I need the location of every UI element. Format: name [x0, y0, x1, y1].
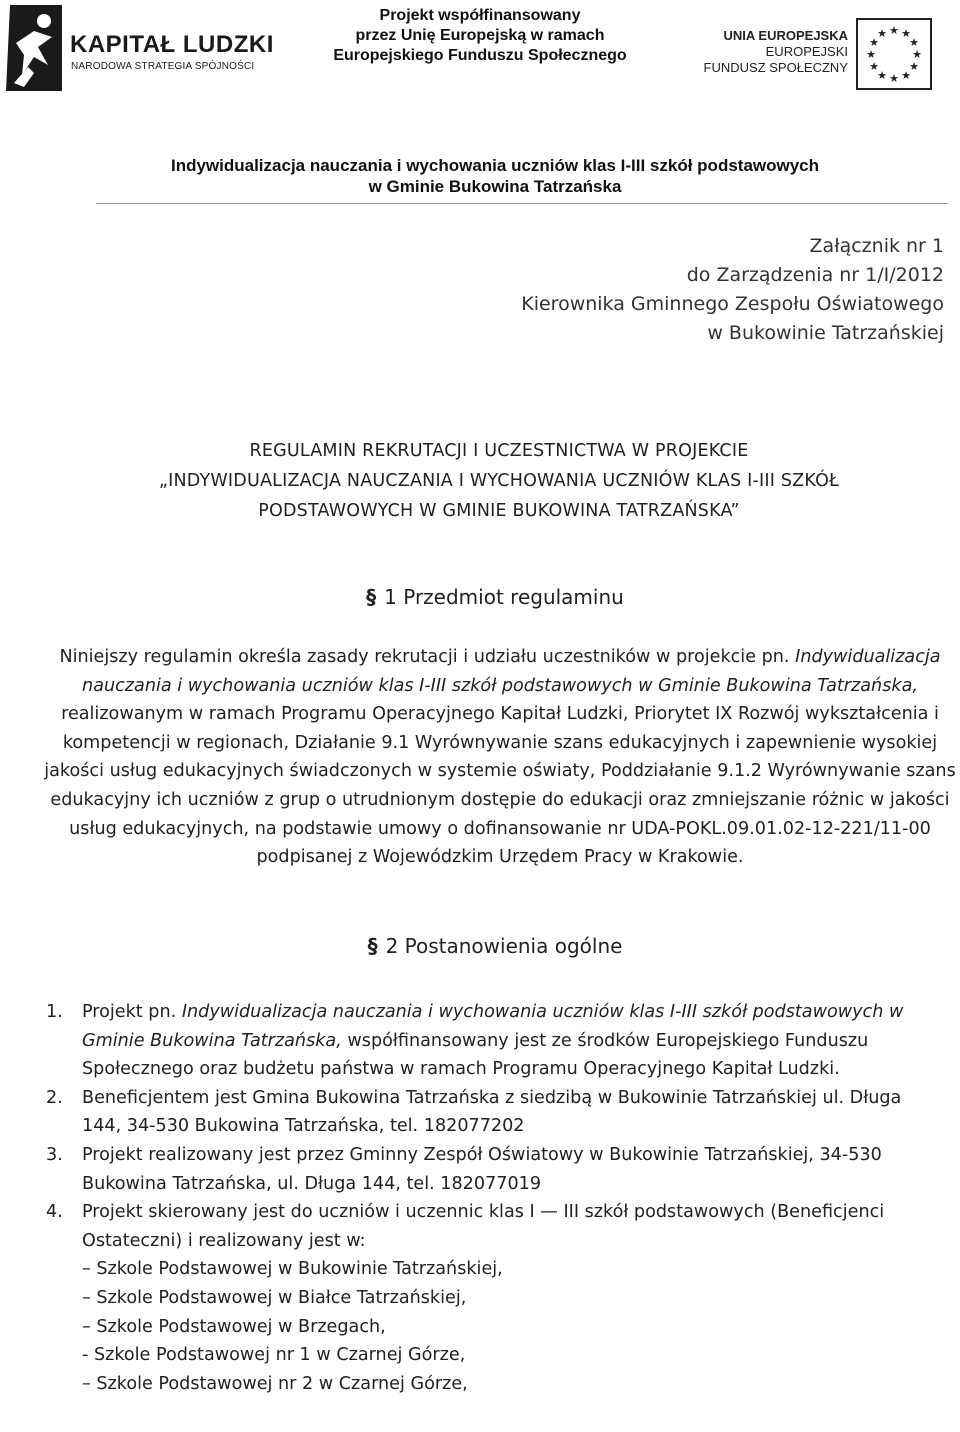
- logo-subtitle: NARODOWA STRATEGIA SPÓJNOŚCI: [71, 61, 255, 72]
- attachment-line: do Zarządzenia nr 1/I/2012: [686, 264, 944, 286]
- section-heading-text: 2 Postanowienia ogólne: [385, 934, 623, 958]
- svg-text:★: ★: [877, 27, 887, 40]
- list-text: Beneficjentem jest Gmina Bukowina Tatrzańska z siedzibą w Bukowinie Tatrzańskiej ul. Długa 144, 34-530 Bukowina Tatrzańska, tel. 182077202: [82, 1087, 902, 1137]
- school-entry: - Szkole Podstawowej nr 1 w Czarnej Górze,: [82, 1345, 466, 1366]
- svg-text:★: ★: [909, 60, 919, 73]
- regulation-title-line: REGULAMIN REKRUTACJI I UCZESTNICTWA W PROJEKCIE: [249, 441, 749, 461]
- eu-line-2: EUROPEJSKI: [765, 44, 848, 59]
- list-text: Projekt realizowany jest przez Gminny Zespół Oświatowy w Bukowinie Tatrzańskiej, 34-530 Bukowina Tatrzańska, ul. Długa 144, tel. 182077019: [82, 1144, 882, 1194]
- project-title-line: w Gminie Bukowina Tatrzańska: [368, 177, 622, 196]
- list-item: [46, 1198, 946, 1398]
- project-name-italic: Indywidualizacja nauczania i wychowania uczniów klas I-III szkół podstawowych w Gminie Bukowina Tatrzańska,: [82, 1002, 904, 1051]
- paragraph-symbol: §: [367, 934, 378, 958]
- paragraph-symbol: §: [366, 585, 377, 609]
- attachment-line: w Bukowinie Tatrzańskiej: [707, 322, 944, 344]
- project-title: [0, 155, 960, 197]
- cofinance-line: Projekt współfinansowany: [379, 7, 581, 24]
- svg-text:★: ★: [889, 24, 899, 37]
- svg-text:★: ★: [889, 72, 899, 85]
- school-entry: – Szkole Podstawowej w Brzegach,: [82, 1316, 386, 1337]
- attachment-line: Kierownika Gminnego Zespołu Oświatowego: [521, 293, 944, 315]
- cofinance-line: przez Unię Europejską w ramach: [355, 27, 605, 44]
- list-item: [46, 1141, 946, 1198]
- kapital-ludzki-logo: [4, 3, 274, 95]
- svg-text:★: ★: [866, 48, 876, 61]
- regulation-title: [0, 436, 960, 526]
- svg-text:★: ★: [901, 27, 911, 40]
- list-number: 4.: [46, 1202, 63, 1223]
- svg-text:★: ★: [912, 48, 922, 61]
- list-item: [46, 998, 946, 1084]
- list-number: 1.: [46, 1002, 63, 1022]
- header-divider: [96, 203, 948, 204]
- paragraph-text: realizowanym w ramach Programu Operacyjnego Kapitał Ludzki, Priorytet IX Rozwój wykształcenia i kompetencji w regionach, Działanie 9.1 Wyrównywanie szans edukacyjnych i zapewnienie wysokiej jakości usług edukacyjnych świadczonych w systemie oświaty, Poddziałanie 9.1.2 Wyrównywanie szans edukacyjny ich uczniów z grup o utrudnionym dostępie do edukacji oraz zmniejszanie różnic w jakości usług edukacyjnych, na podstawie umowy o dofinansowanie nr UDA-POKL.09.01.02-12-221/11-00 podpisanej z Wojewódzkim Urzędem Pracy w Krakowie.: [44, 704, 956, 868]
- cofinance-note: [270, 6, 690, 66]
- section-1-paragraph: [40, 643, 960, 872]
- regulation-title-line: PODSTAWOWYCH W GMINIE BUKOWINA TATRZAŃSKA”: [258, 501, 740, 521]
- section-heading-text: 1 Przedmiot regulaminu: [384, 585, 624, 609]
- paragraph-text: Niniejszy regulamin określa zasady rekrutacji i udziału uczestników w projekcie pn.: [59, 647, 790, 667]
- list-text: Projekt skierowany jest do uczniów i uczennic klas I — III szkół podstawowych (Beneficjenci Ostateczni) i realizowany jest w:: [82, 1202, 885, 1251]
- page-header: [0, 0, 960, 100]
- project-name-italic: Indywidualizacja nauczania i wychowania uczniów klas I-III szkół podstawowych w Gminie Bukowina Tatrzańska,: [82, 647, 941, 696]
- eu-line-1: UNIA EUROPEJSKA: [723, 28, 848, 43]
- section-1-heading: [0, 585, 960, 609]
- svg-text:★: ★: [869, 36, 879, 49]
- school-entry: – Szkole Podstawowej nr 2 w Czarnej Górze,: [82, 1373, 468, 1394]
- kapital-ludzki-mark-icon: [4, 3, 64, 93]
- project-title-line: Indywidualizacja nauczania i wychowania uczniów klas I-III szkół podstawowych: [170, 156, 820, 175]
- cofinance-line: Europejskiego Funduszu Społecznego: [333, 47, 627, 64]
- eu-flag-icon: [856, 18, 932, 90]
- logo-title: KAPITAŁ LUDZKI: [70, 31, 274, 58]
- eu-logo-text: [690, 28, 848, 76]
- svg-text:★: ★: [909, 36, 919, 49]
- svg-text:★: ★: [877, 69, 887, 82]
- list-text: współfinansowany jest ze środków Europejskiego Funduszu Społecznego oraz budżetu państwa w ramach Programu Operacyjnego Kapitał Ludzki.: [82, 1030, 869, 1080]
- attachment-line: Załącznik nr 1: [809, 235, 944, 257]
- section-2-heading: [0, 934, 960, 958]
- list-number: 2.: [46, 1087, 63, 1108]
- provisions-list: [46, 998, 946, 1398]
- regulation-title-line: „INDYWIDUALIZACJA NAUCZANIA I WYCHOWANIA UCZNIÓW KLAS I-III SZKÓŁ: [158, 471, 840, 491]
- svg-text:★: ★: [869, 60, 879, 73]
- attachment-block: [521, 232, 944, 348]
- school-entry: – Szkole Podstawowej w Bukowinie Tatrzańskiej,: [82, 1259, 503, 1280]
- svg-text:★: ★: [901, 69, 911, 82]
- list-item: [46, 1084, 946, 1141]
- list-number: 3.: [46, 1144, 63, 1165]
- school-entry: – Szkole Podstawowej w Białce Tatrzańskiej,: [82, 1287, 467, 1308]
- list-text: Projekt pn.: [82, 1002, 182, 1022]
- eu-line-3: FUNDUSZ SPOŁECZNY: [703, 60, 848, 75]
